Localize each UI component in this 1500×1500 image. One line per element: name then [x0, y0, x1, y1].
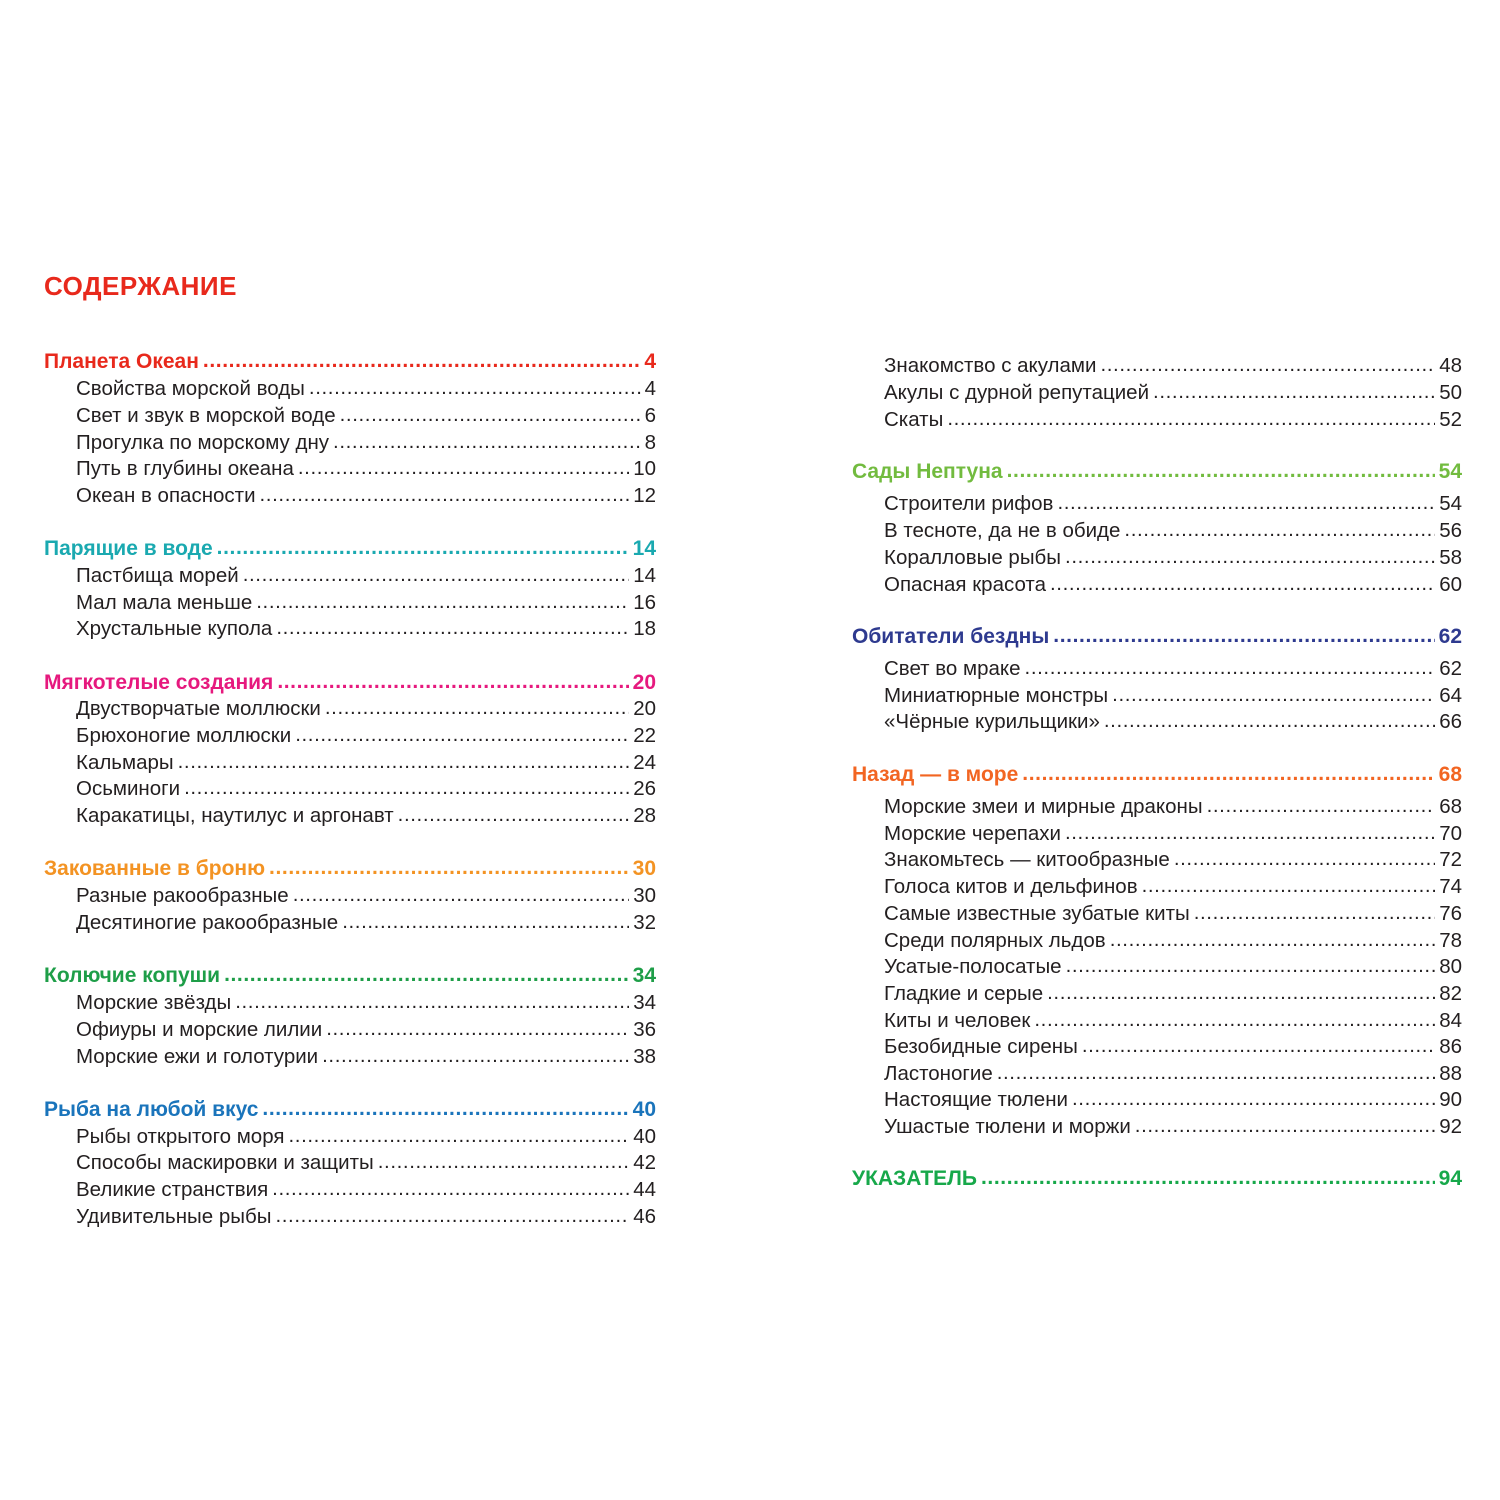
- toc-page-number: 12: [633, 484, 656, 507]
- toc-section[interactable]: [852, 459, 1462, 485]
- toc-entry-title: Морские ежи и голотурии: [76, 1045, 319, 1068]
- toc-page-number: 36: [633, 1018, 656, 1041]
- toc-entry[interactable]: [852, 1087, 1462, 1113]
- dot-leader: [269, 855, 629, 881]
- toc-page-number: 30: [633, 884, 656, 907]
- toc-entry-title: Разные ракообразные: [76, 884, 289, 907]
- toc-entry-title: Усатые-полосатые: [884, 955, 1062, 978]
- dot-leader: [1153, 379, 1435, 405]
- dot-leader: [378, 1149, 629, 1175]
- toc-page-number: 6: [644, 404, 656, 427]
- toc-page-number: 64: [1439, 684, 1462, 707]
- toc-entry-title: Кальмары: [76, 751, 174, 774]
- toc-page-number: 30: [632, 857, 656, 880]
- toc-entry-title: Великие странствия: [76, 1178, 269, 1201]
- toc-entry-title: Путь в глубины океана: [76, 457, 294, 480]
- dot-leader: [1207, 793, 1436, 819]
- toc-entry-title: Коралловые рыбы: [884, 546, 1062, 569]
- toc-entry-title: Гладкие и серые: [884, 982, 1044, 1005]
- toc-entry-title: Планета Океан: [44, 350, 199, 373]
- toc-page-number: 50: [1439, 381, 1462, 404]
- toc-entry-title: Морские звёзды: [76, 991, 232, 1014]
- toc-page-number: 32: [633, 911, 656, 934]
- toc-page-number: 18: [633, 617, 656, 640]
- dot-leader: [1100, 352, 1435, 378]
- toc-page-number: 26: [633, 777, 656, 800]
- toc-entry-title: Строители рифов: [884, 492, 1054, 515]
- toc-entry[interactable]: [44, 1204, 656, 1230]
- toc-section[interactable]: [44, 670, 656, 696]
- toc-page-number: 24: [633, 751, 656, 774]
- toc-page-number: 94: [1438, 1167, 1462, 1190]
- toc-section[interactable]: [44, 349, 656, 375]
- toc-entry-title: Хрустальные купола: [76, 617, 273, 640]
- toc-page-number: 92: [1439, 1115, 1462, 1138]
- toc-page-number: 72: [1439, 848, 1462, 871]
- toc-entry[interactable]: [852, 928, 1462, 954]
- dot-leader: [309, 375, 641, 401]
- toc-entry-title: УКАЗАТЕЛЬ: [852, 1167, 977, 1190]
- toc-page-number: 14: [632, 537, 656, 560]
- toc-page-number: 62: [1438, 625, 1462, 648]
- dot-leader: [1066, 953, 1436, 979]
- dot-leader: [243, 562, 630, 588]
- toc-entry[interactable]: [44, 563, 656, 589]
- dot-leader: [295, 722, 629, 748]
- dot-leader: [1025, 655, 1436, 681]
- toc-page-number: 4: [644, 377, 656, 400]
- toc-entry-title: Закованные в броню: [44, 857, 266, 880]
- dot-leader: [217, 535, 629, 561]
- toc-entry-title: Осьминоги: [76, 777, 181, 800]
- toc-entry[interactable]: [44, 616, 656, 642]
- toc-page-number: 38: [633, 1045, 656, 1068]
- dot-leader: [1124, 517, 1435, 543]
- toc-page-number: 10: [633, 457, 656, 480]
- dot-leader: [1194, 900, 1435, 926]
- dot-leader: [1072, 1086, 1435, 1112]
- toc-entry-title: Океан в опасности: [76, 484, 256, 507]
- toc-page-number: 70: [1439, 822, 1462, 845]
- toc-entry-title: Свет во мраке: [884, 657, 1021, 680]
- toc-page-number: 20: [632, 671, 656, 694]
- page-title: СОДЕРЖАНИЕ: [44, 271, 237, 301]
- toc-page-number: 28: [633, 804, 656, 827]
- toc-entry[interactable]: [44, 1044, 656, 1070]
- toc-entry-title: Свет и звук в морской воде: [76, 404, 336, 427]
- toc-entry[interactable]: [852, 709, 1462, 735]
- toc-section[interactable]: [852, 624, 1462, 650]
- dot-leader: [1135, 1113, 1435, 1139]
- toc-page-number: 74: [1439, 875, 1462, 898]
- toc-entry[interactable]: [44, 990, 656, 1016]
- toc-entry[interactable]: [852, 683, 1462, 709]
- toc-entry[interactable]: [852, 847, 1462, 873]
- dot-leader: [276, 615, 629, 641]
- dot-leader: [1065, 544, 1435, 570]
- toc-page-number: 82: [1439, 982, 1462, 1005]
- toc-page-number: 78: [1439, 929, 1462, 952]
- toc-entry[interactable]: [44, 1150, 656, 1176]
- toc-page-number: 14: [633, 564, 656, 587]
- toc-entry[interactable]: [852, 1061, 1462, 1087]
- toc-page-number: 60: [1439, 573, 1462, 596]
- toc-entry-title: Свойства морской воды: [76, 377, 305, 400]
- toc-entry-title: Морские черепахи: [884, 822, 1061, 845]
- toc-entry-title: Прогулка по морскому дну: [76, 431, 330, 454]
- toc-page-number: 58: [1439, 546, 1462, 569]
- toc-entry[interactable]: [44, 883, 656, 909]
- dot-leader: [1057, 490, 1435, 516]
- toc-entry-title: Способы маскировки и защиты: [76, 1151, 374, 1174]
- dot-leader: [326, 1016, 629, 1042]
- dot-leader: [333, 429, 641, 455]
- dot-leader: [981, 1165, 1435, 1191]
- toc-entry-title: Ластоногие: [884, 1062, 993, 1085]
- toc-entry-title: Знакомьтесь — китообразные: [884, 848, 1170, 871]
- toc-entry-title: Десятиногие ракообразные: [76, 911, 339, 934]
- toc-entry[interactable]: [852, 901, 1462, 927]
- toc-page-number: 34: [633, 991, 656, 1014]
- toc-page-number: 68: [1438, 763, 1462, 786]
- toc-entry-title: Морские змеи и мирные драконы: [884, 795, 1203, 818]
- toc-entry-title: Самые известные зубатые киты: [884, 902, 1190, 925]
- toc-entry-title: Пастбища морей: [76, 564, 239, 587]
- toc-section[interactable]: [44, 963, 656, 989]
- toc-entry[interactable]: [44, 430, 656, 456]
- dot-leader: [262, 1096, 628, 1122]
- toc-entry[interactable]: [44, 696, 656, 722]
- toc-entry-title: Знакомство с акулами: [884, 354, 1097, 377]
- toc-entry[interactable]: [852, 954, 1462, 980]
- toc-page-number: 40: [632, 1098, 656, 1121]
- toc-entry[interactable]: [44, 1017, 656, 1043]
- toc-entry-title: Настоящие тюлени: [884, 1088, 1068, 1111]
- toc-entry[interactable]: [44, 1124, 656, 1150]
- toc-page-number: 56: [1439, 519, 1462, 542]
- toc-page-number: 84: [1439, 1009, 1462, 1032]
- dot-leader: [256, 589, 629, 615]
- toc-entry-title: Двустворчатые моллюски: [76, 697, 321, 720]
- dot-leader: [1050, 571, 1435, 597]
- dot-leader: [342, 909, 629, 935]
- dot-leader: [235, 989, 629, 1015]
- dot-leader: [1112, 682, 1435, 708]
- toc-entry[interactable]: [44, 456, 656, 482]
- toc-entry[interactable]: [852, 1008, 1462, 1034]
- toc-entry[interactable]: [852, 491, 1462, 517]
- toc-page-number: 90: [1439, 1088, 1462, 1111]
- toc-entry[interactable]: [852, 407, 1462, 433]
- toc-entry[interactable]: [852, 572, 1462, 598]
- toc-entry[interactable]: [852, 821, 1462, 847]
- toc-entry-title: Среди полярных льдов: [884, 929, 1106, 952]
- toc-entry[interactable]: [852, 794, 1462, 820]
- toc-page-number: 20: [633, 697, 656, 720]
- dot-leader: [272, 1176, 629, 1202]
- toc-entry[interactable]: [852, 380, 1462, 406]
- toc-entry-title: Мягкотелые создания: [44, 671, 274, 694]
- toc-entry-title: Скаты: [884, 408, 944, 431]
- toc-section[interactable]: [44, 856, 656, 882]
- dot-leader: [1174, 846, 1435, 872]
- toc-entry-title: Рыба на любой вкус: [44, 1098, 259, 1121]
- dot-leader: [325, 695, 629, 721]
- toc-entry[interactable]: [852, 545, 1462, 571]
- dot-leader: [277, 669, 628, 695]
- dot-leader: [1082, 1033, 1435, 1059]
- dot-leader: [1053, 623, 1434, 649]
- toc-page-number: 46: [633, 1205, 656, 1228]
- toc-entry[interactable]: [44, 750, 656, 776]
- toc-entry-title: Каракатицы, наутилус и аргонавт: [76, 804, 394, 827]
- toc-entry-title: Обитатели бездны: [852, 625, 1050, 648]
- toc-page-number: 16: [633, 591, 656, 614]
- dot-leader: [322, 1043, 629, 1069]
- toc-page-number: 62: [1439, 657, 1462, 680]
- dot-leader: [178, 749, 630, 775]
- toc-entry[interactable]: [852, 874, 1462, 900]
- dot-leader: [203, 348, 640, 374]
- toc-page-number: 68: [1439, 795, 1462, 818]
- toc-page-number: 76: [1439, 902, 1462, 925]
- toc-entry-title: Опасная красота: [884, 573, 1046, 596]
- toc-entry[interactable]: [852, 518, 1462, 544]
- dot-leader: [293, 882, 630, 908]
- toc-page-number: 4: [644, 350, 656, 373]
- toc-page-number: 34: [632, 964, 656, 987]
- toc-entry-title: Удивительные рыбы: [76, 1205, 272, 1228]
- toc-entry[interactable]: [44, 1177, 656, 1203]
- toc-entry[interactable]: [852, 981, 1462, 1007]
- toc-section[interactable]: [44, 536, 656, 562]
- toc-entry[interactable]: [44, 776, 656, 802]
- toc-entry-title: «Чёрные курильщики»: [884, 710, 1100, 733]
- toc-section[interactable]: [852, 1166, 1462, 1192]
- toc-entry-title: Колючие копуши: [44, 964, 221, 987]
- toc-page-number: 48: [1439, 354, 1462, 377]
- toc-entry-title: Ушастые тюлени и моржи: [884, 1115, 1131, 1138]
- toc-page-number: 88: [1439, 1062, 1462, 1085]
- toc-page-number: 54: [1438, 460, 1462, 483]
- toc-entry[interactable]: [44, 376, 656, 402]
- dot-leader: [275, 1203, 629, 1229]
- toc-entry-title: Киты и человек: [884, 1009, 1031, 1032]
- dot-leader: [1104, 708, 1435, 734]
- toc-entry-title: Назад — в море: [852, 763, 1019, 786]
- toc-entry-title: Безобидные сирены: [884, 1035, 1078, 1058]
- toc-entry[interactable]: [44, 590, 656, 616]
- toc-section[interactable]: [852, 762, 1462, 788]
- toc-entry[interactable]: [852, 353, 1462, 379]
- toc-entry-title: Голоса китов и дельфинов: [884, 875, 1138, 898]
- dot-leader: [288, 1123, 629, 1149]
- dot-leader: [298, 455, 629, 481]
- toc-page-number: 40: [633, 1125, 656, 1148]
- toc-entry[interactable]: [44, 723, 656, 749]
- dot-leader: [947, 406, 1435, 432]
- dot-leader: [260, 482, 630, 508]
- toc-page-number: 80: [1439, 955, 1462, 978]
- toc-entry-title: Акулы с дурной репутацией: [884, 381, 1150, 404]
- toc-page-number: 42: [633, 1151, 656, 1174]
- toc-entry[interactable]: [44, 403, 656, 429]
- toc-page-number: 8: [644, 431, 656, 454]
- toc-page-number: 22: [633, 724, 656, 747]
- toc-entry[interactable]: [44, 483, 656, 509]
- toc-entry-title: Брюхоногие моллюски: [76, 724, 292, 747]
- dot-leader: [1047, 980, 1435, 1006]
- toc-entry-title: Рыбы открытого моря: [76, 1125, 285, 1148]
- toc-entry-title: Сады Нептуна: [852, 460, 1003, 483]
- toc-entry-title: Миниатюрные монстры: [884, 684, 1109, 707]
- toc-entry[interactable]: [44, 910, 656, 936]
- dot-leader: [997, 1060, 1435, 1086]
- toc-page-number: 44: [633, 1178, 656, 1201]
- toc-page-number: 52: [1439, 408, 1462, 431]
- toc-section[interactable]: [44, 1097, 656, 1123]
- dot-leader: [224, 962, 629, 988]
- toc-entry-title: Мал мала меньше: [76, 591, 253, 614]
- dot-leader: [1142, 873, 1436, 899]
- dot-leader: [340, 402, 641, 428]
- toc-entry[interactable]: [852, 1034, 1462, 1060]
- toc-page-number: 86: [1439, 1035, 1462, 1058]
- dot-leader: [184, 775, 629, 801]
- dot-leader: [1022, 761, 1434, 787]
- toc-entry-title: Офиуры и морские лилии: [76, 1018, 323, 1041]
- toc-entry[interactable]: [852, 1114, 1462, 1140]
- toc-page-number: 54: [1439, 492, 1462, 515]
- toc-entry[interactable]: [44, 803, 656, 829]
- toc-page-number: 66: [1439, 710, 1462, 733]
- toc-entry[interactable]: [852, 656, 1462, 682]
- toc-entry-title: В тесноте, да не в обиде: [884, 519, 1121, 542]
- dot-leader: [1007, 458, 1435, 484]
- dot-leader: [1034, 1007, 1435, 1033]
- dot-leader: [1065, 820, 1435, 846]
- dot-leader: [1110, 927, 1436, 953]
- dot-leader: [398, 802, 630, 828]
- toc-entry-title: Парящие в воде: [44, 537, 213, 560]
